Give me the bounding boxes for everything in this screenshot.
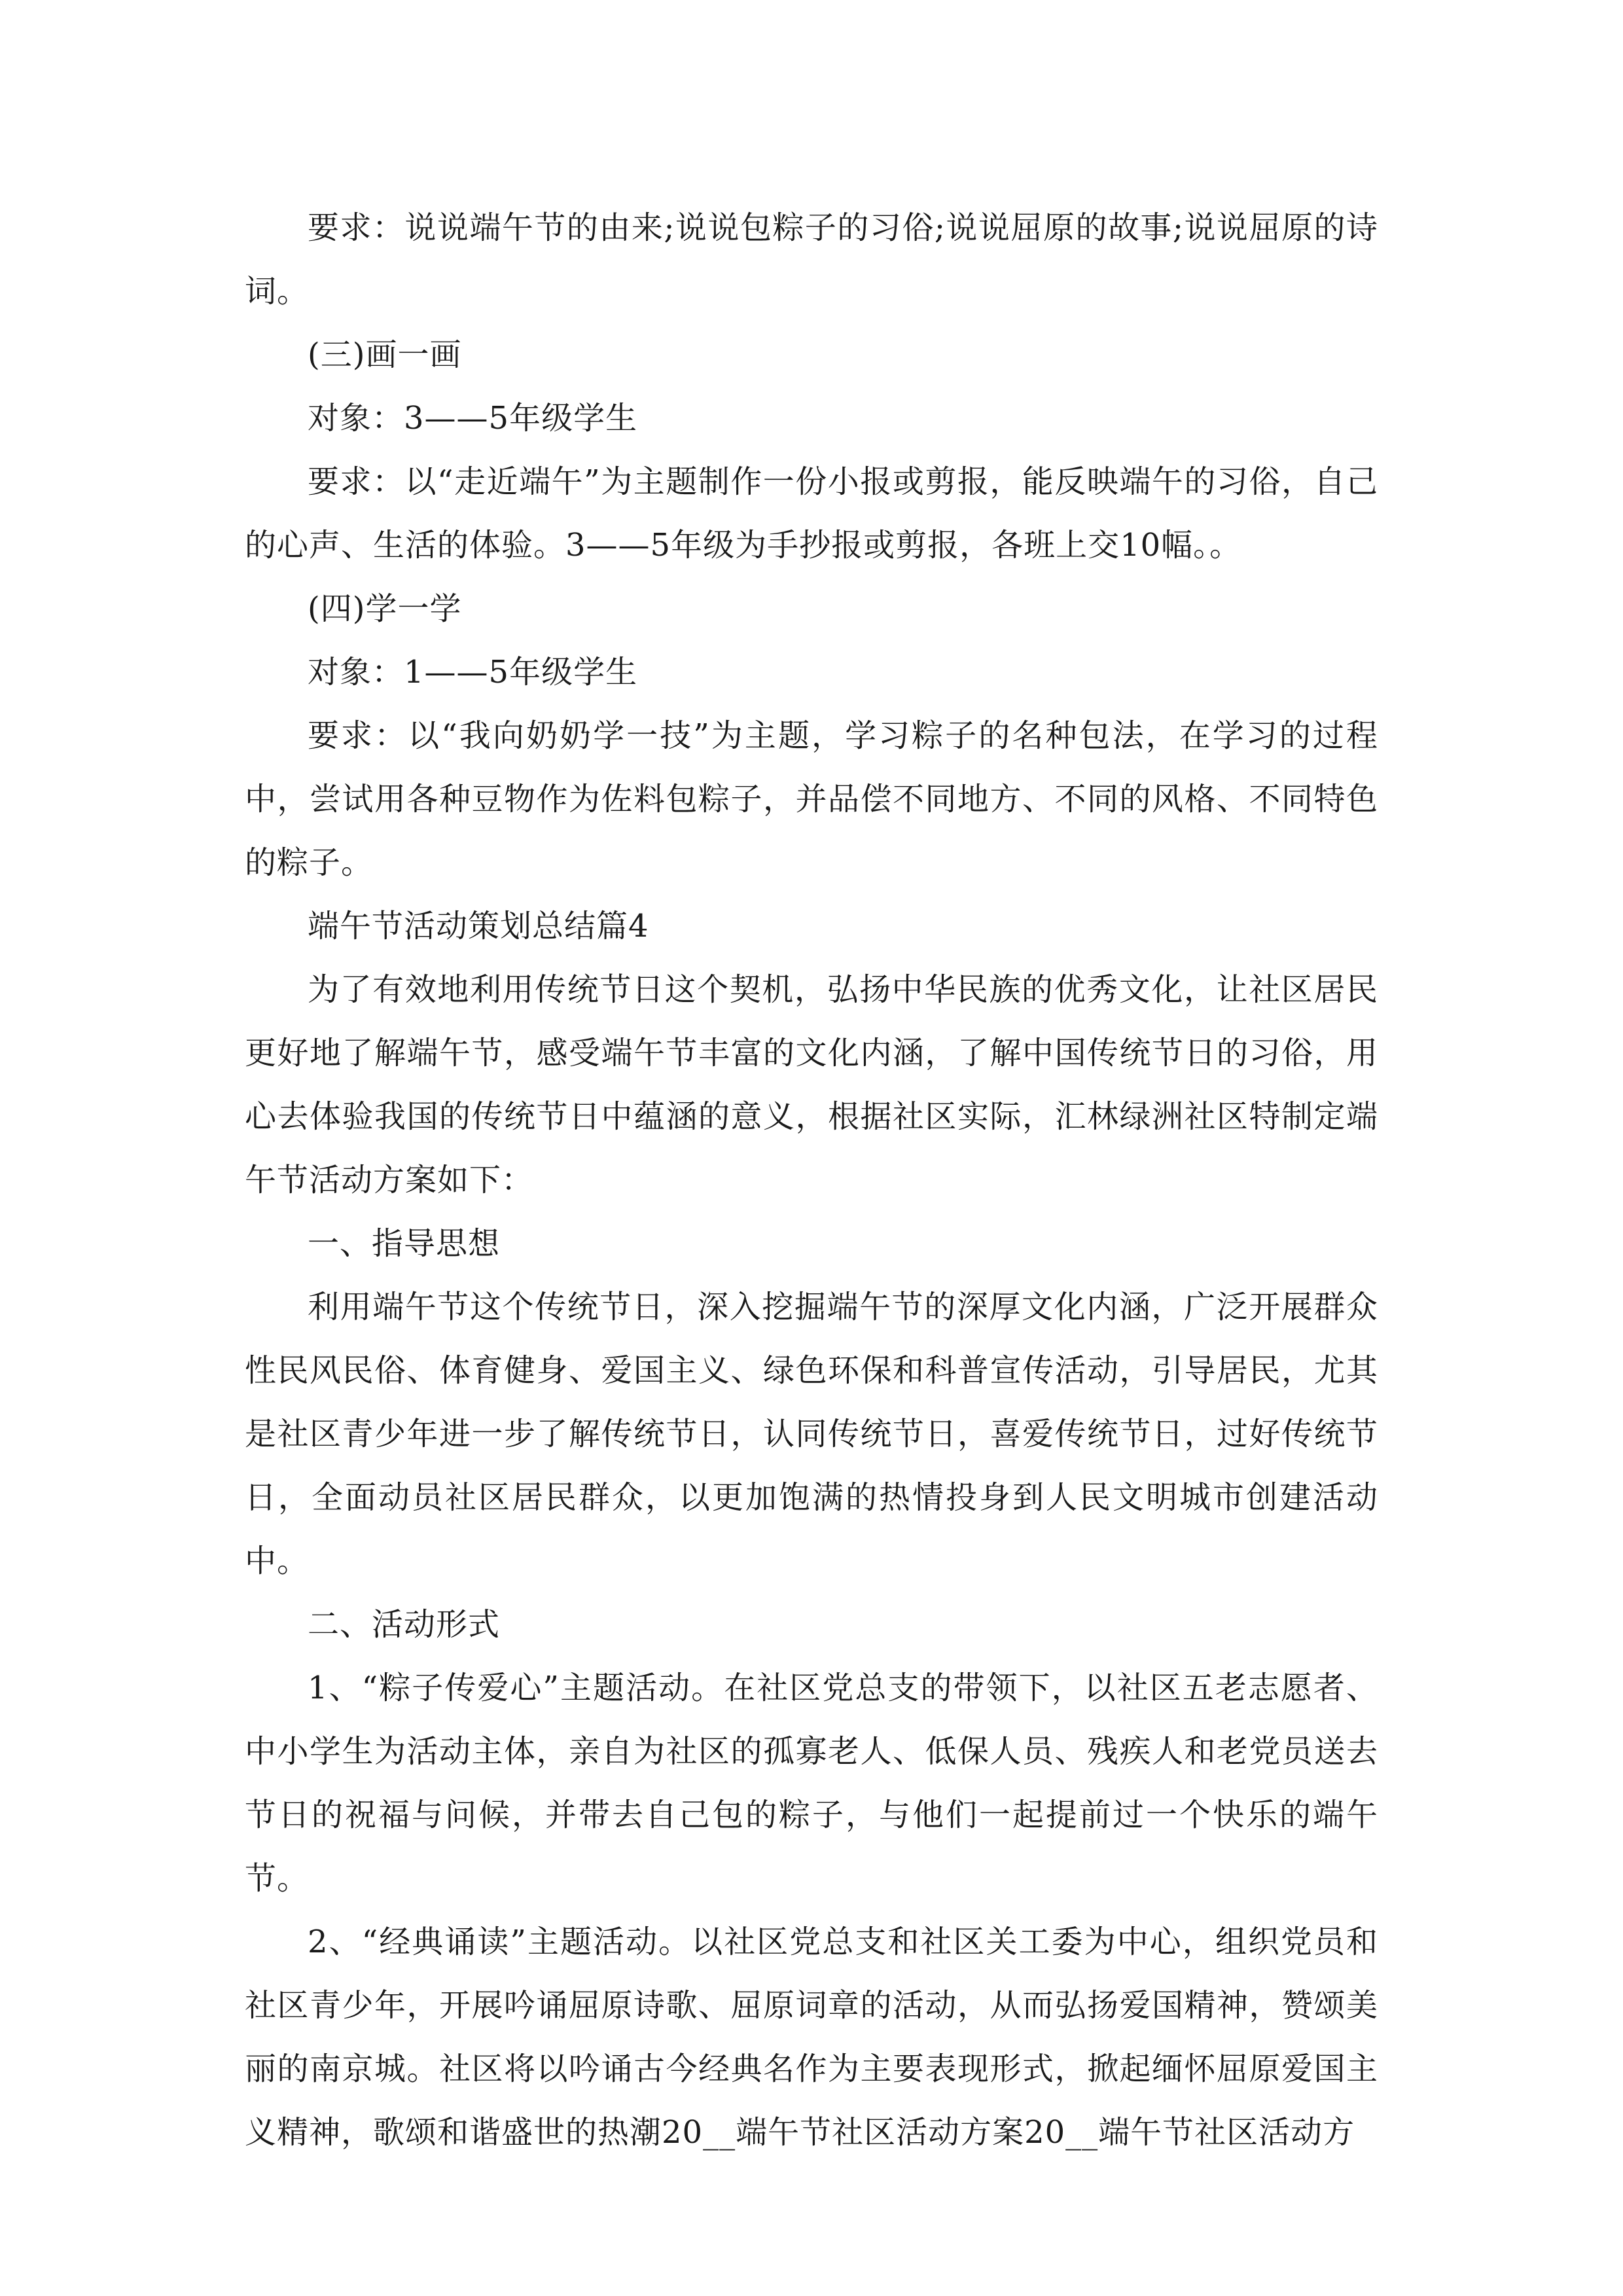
paragraph-target-2: 对象：1——5年级学生 bbox=[308, 654, 638, 691]
paragraph-requirement-1: 要求：说说端午节的由来;说说包粽子的习俗;说说屈原的故事;说说屈原的诗词。 bbox=[245, 209, 1378, 310]
section-heading-draw: (三)画一画 bbox=[308, 336, 462, 373]
paragraph-intro: 为了有效地利用传统节日这个契机，弘扬中华民族的优秀文化，让社区居民更好地了解端午节，感受端午节丰富的文化内涵，了解中国传统节日的习俗，用心去体验我国的传统节日中蕴涵的意义，根据社区实际，汇林绿洲社区特制定端午节活动方案如下： bbox=[245, 971, 1378, 1198]
section-heading-guiding-idea: 一、指导思想 bbox=[308, 1225, 501, 1262]
section-heading-learn: (四)学一学 bbox=[308, 590, 462, 627]
document-body bbox=[245, 196, 1378, 2164]
article-title: 端午节活动策划总结篇4 bbox=[308, 908, 649, 944]
paragraph-guiding-idea: 利用端午节这个传统节日，深入挖掘端午节的深厚文化内涵，广泛开展群众性民风民俗、体育健身、爱国主义、绿色环保和科普宣传活动，引导居民，尤其是社区青少年进一步了解传统节日，认同传统节日，喜爱传统节日，过好传统节日，全面动员社区居民群众，以更加饱满的热情投身到人民文明城市创建活动中。 bbox=[245, 1289, 1378, 1579]
paragraph-activity-1: 1、“粽子传爱心”主题活动。在社区党总支的带领下，以社区五老志愿者、中小学生为活动主体，亲自为社区的孤寡老人、低保人员、残疾人和老党员送去节日的祝福与问候，并带去自己包的粽子，与他们一起提前过一个快乐的端午节。 bbox=[245, 1670, 1378, 1897]
paragraph-activity-2: 2、“经典诵读”主题活动。以社区党总支和社区关工委为中心，组织党员和社区青少年，开展吟诵屈原诗歌、屈原词章的活动，从而弘扬爱国精神，赞颂美丽的南京城。社区将以吟诵古今经典名作为主要表现形式，掀起缅怀屈原爱国主义精神，歌颂和谐盛世的热潮20__端午节社区活动方案20__端午节社区活动方 bbox=[245, 1924, 1378, 2151]
section-heading-activity-form: 二、活动形式 bbox=[308, 1606, 501, 1643]
paragraph-requirement-3: 要求：以“我向奶奶学一技”为主题，学习粽子的名种包法，在学习的过程中，尝试用各种豆物作为佐料包粽子，并品偿不同地方、不同的风格、不同特色的粽子。 bbox=[245, 717, 1378, 881]
paragraph-requirement-2: 要求：以“走近端午”为主题制作一份小报或剪报，能反映端午的习俗，自己的心声、生活的体验。3——5年级为手抄报或剪报，各班上交10幅。。 bbox=[245, 463, 1378, 564]
paragraph-target-1: 对象：3——5年级学生 bbox=[308, 400, 638, 437]
